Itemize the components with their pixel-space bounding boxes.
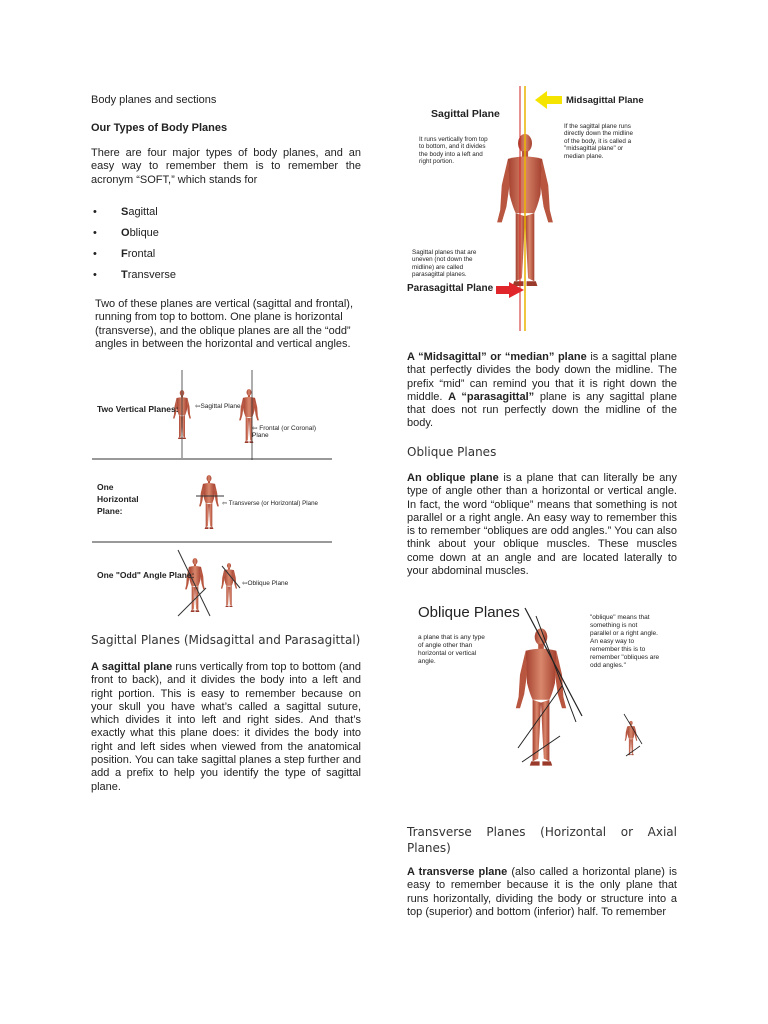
midsagittal-label: Midsagittal Plane: [566, 95, 644, 106]
list-item: • Frontal: [93, 248, 156, 260]
one-horizontal-label: One Horizontal Plane:: [97, 482, 139, 516]
sagittal-note: It runs vertically from top to bottom, and it divides the body into a left and right portion.: [419, 136, 488, 166]
transverse-paragraph: A transverse plane (also called a horizontal plane) is easy to remember because it is the only plane that runs horizontally, dividing the body or structure into a top (superior) and bottom (inferior) half. To remember: [407, 866, 678, 918]
odd-angle-label: One "Odd" Angle Plane:: [97, 570, 195, 580]
transverse-plane-label: ⇦ Transverse (or Horizontal) Plane: [222, 500, 318, 507]
body-planes-figure: [92, 366, 332, 628]
oblique-paragraph: An oblique plane is a plane that can literally be any type of angle other than a horizontal or vertical angle. In fact, the word “oblique” means that something is not parallel or a right angle. An easy way to remember this is to remember “obliques are odd angles.” You can also think about your oblique muscles. These muscles come down at an angle and are located laterally to your abdominal muscles.: [407, 472, 677, 578]
doc-title: Body planes and sections: [91, 94, 217, 106]
oblique-planes-figure: [410, 586, 660, 806]
soft-list: [93, 206, 293, 290]
parasagittal-note: Sagittal planes that are uneven (not down the midline) are called parasagittal planes.: [412, 249, 477, 279]
transverse-heading-line1: Transverse Planes (Horizontal or Axial Planes): [407, 825, 677, 855]
parasagittal-label: Parasagittal Plane: [407, 283, 494, 294]
oblique-planes-title: Oblique Planes: [418, 604, 520, 621]
section-heading-types: Our Types of Body Planes: [91, 122, 228, 134]
oblique-plane-label: ⇦Oblique Plane: [242, 580, 289, 587]
oblique-right-note: "oblique" means that something is not parallel or a right angle. An easy way to remember this is to remember "obliques are odd angles.": [590, 614, 660, 669]
midsagittal-note: If the sagittal plane runs directly down the midline of the body, it is called a "midsagittal plane" or median plane.: [564, 123, 633, 160]
sagittal-plane-label: ⇦Sagittal Plane: [195, 403, 241, 410]
sagittal-paragraph: A sagittal plane runs vertically from top to bottom (and front to back), and it divides the body into a left and right portion. This is easy to remember because on your skull you have what’s called a sagittal suture, which divides it into left and right sides. And that’s exactly what this plane does: it divides the body into right and left sides when viewed from the anatomical position. You can take sagittal planes a step further and add a prefix to help you identify the type of sagittal plane.: [91, 661, 362, 793]
list-item: • Sagittal: [93, 206, 158, 218]
list-item: • Oblique: [93, 227, 159, 239]
oblique-left-note: a plane that is any type of angle other than horizontal or vertical angle.: [418, 634, 485, 665]
two-vertical-label: Two Vertical Planes:: [97, 404, 179, 414]
list-item: • Transverse: [93, 269, 177, 281]
midsagittal-paragraph: A “Midsagittal” or “median” plane is a sagittal plane that perfectly divides the body down the midline. The prefix “mid” can remind you that it is right down the middle. A “parasagittal” plane is any sagittal plane that does not run perfectly down the midline of the body.: [407, 351, 677, 430]
frontal-plane-label: ⇦ Frontal (or Coronal) Plane: [252, 425, 316, 439]
sagittal-plane-title: Sagittal Plane: [431, 108, 500, 120]
sagittal-plane-figure: [404, 86, 644, 331]
planes-paragraph: Two of these planes are vertical (sagittal and frontal), running from top to bottom. One plane is horizontal (transverse), and the oblique planes are all the “odd” angles in between the horizontal and vertical angles.: [95, 298, 354, 350]
intro-paragraph: There are four major types of body planes, and an easy way to remember them is to remember the acronym “SOFT,” which stands for: [91, 147, 361, 186]
oblique-heading: Oblique Planes: [407, 445, 497, 459]
sagittal-heading: Sagittal Planes (Midsagittal and Parasagittal): [91, 633, 361, 647]
